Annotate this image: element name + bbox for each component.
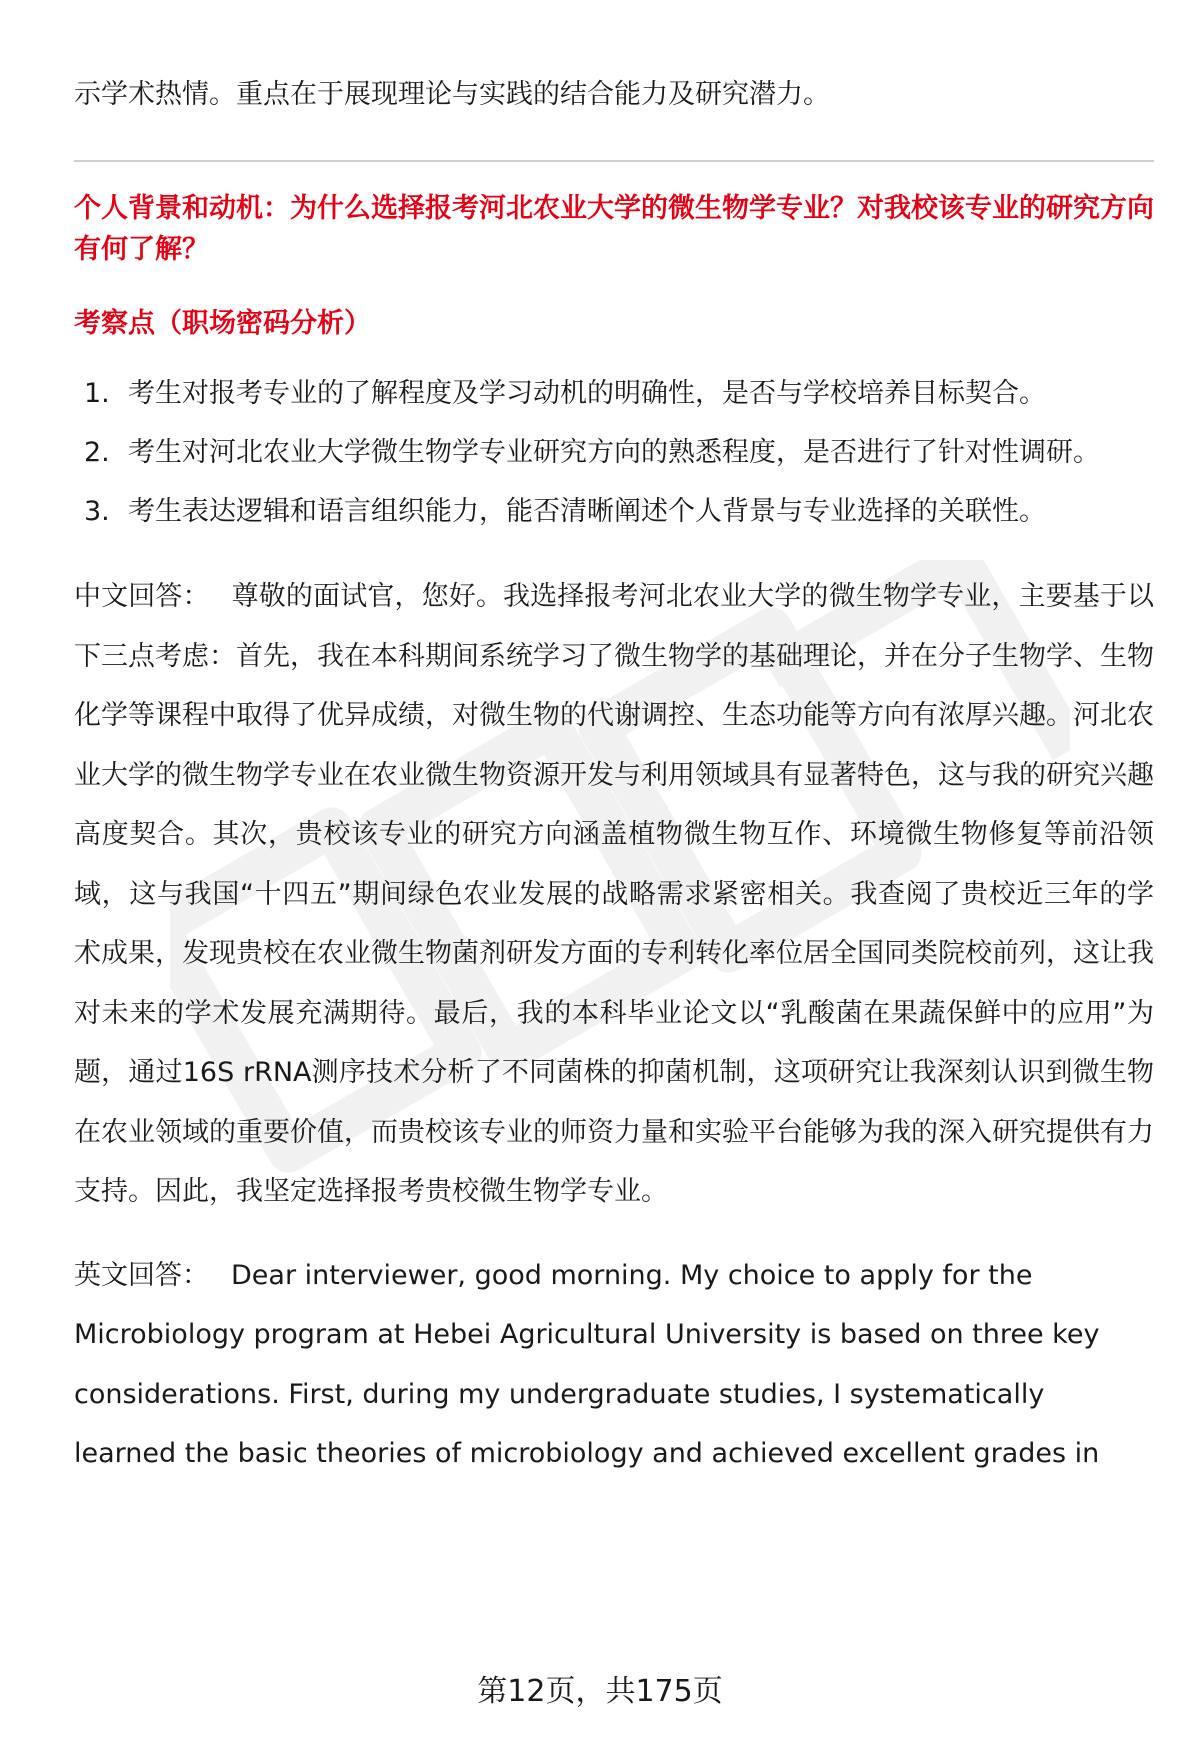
list-item xyxy=(74,482,1154,541)
page-number: 第12页，共175页 xyxy=(477,1674,723,1709)
list-item-number: 1. xyxy=(84,378,110,409)
lead-paragraph: 示学术热情。重点在于展现理论与实践的结合能力及研究潜力。 xyxy=(74,79,830,110)
list-item-number: 2. xyxy=(84,437,110,468)
chinese-answer xyxy=(74,567,1154,1222)
chinese-answer-text: 尊敬的面试官，您好。我选择报考河北农业大学的微生物学专业，主要基于以下三点考虑：首先，我在本科期间系统学习了微生物学的基础理论，并在分子生物学、生物化学等课程中取得了优异成绩，对微生物的代谢调控、生态功能等方向有浓厚兴趣。河北农业大学的微生物学专业在农业微生物资源开发与利用领域具有显著特色，这与我的研究兴趣高度契合。其次，贵校该专业的研究方向涵盖植物微生物互作、环境微生物修复等前沿领域，这与我国“十四五”期间绿色农业发展的战略需求紧密相关。我查阅了贵校近三年的学术成果，发现贵校在农业微生物菌剂研发方面的专利转化率位居全国同类院校前列，这让我对未来的学术发展充满期待。最后，我的本科毕业论文以“乳酸菌在果蔬保鲜中的应用”为题，通过16S rRNA测序技术分析了不同菌株的抑菌机制，这项研究让我深刻认识到微生物在农业领域的重要价值，而贵校该专业的师资力量和实验平台能够为我的深入研究提供有力支持。因此，我坚定选择报考贵校微生物学专业。 xyxy=(74,581,1155,1207)
english-answer xyxy=(74,1246,1154,1484)
assessment-points-heading: 考察点（职场密码分析） xyxy=(74,308,371,339)
list-item-text: 考生对报考专业的了解程度及学习动机的明确性，是否与学校培养目标契合。 xyxy=(128,378,1046,409)
list-item-text: 考生对河北农业大学微生物学专业研究方向的熟悉程度，是否进行了针对性调研。 xyxy=(128,437,1100,468)
section-divider xyxy=(74,160,1154,162)
list-item xyxy=(74,364,1154,423)
assessment-points-list xyxy=(74,364,1154,541)
main-content xyxy=(74,70,1154,1484)
english-answer-text: Dear interviewer, good morning. My choice to apply for the Microbiology program at Hebei Agricultural University is based on three key considerations. First, during my undergraduate studies, I systematically learned the basic theories of microbiology and achieved excellent grades in xyxy=(74,1259,1100,1469)
chinese-answer-label: 中文回答： xyxy=(74,581,210,612)
question-heading: 个人背景和动机：为什么选择报考河北农业大学的微生物学专业？对我校该专业的研究方向有何了解？ xyxy=(74,193,1154,265)
list-item-number: 3. xyxy=(84,496,110,527)
list-item-text: 考生表达逻辑和语言组织能力，能否清晰阐述个人背景与专业选择的关联性。 xyxy=(128,496,1046,527)
english-answer-label: 英文回答： xyxy=(74,1259,209,1291)
list-item xyxy=(74,423,1154,482)
